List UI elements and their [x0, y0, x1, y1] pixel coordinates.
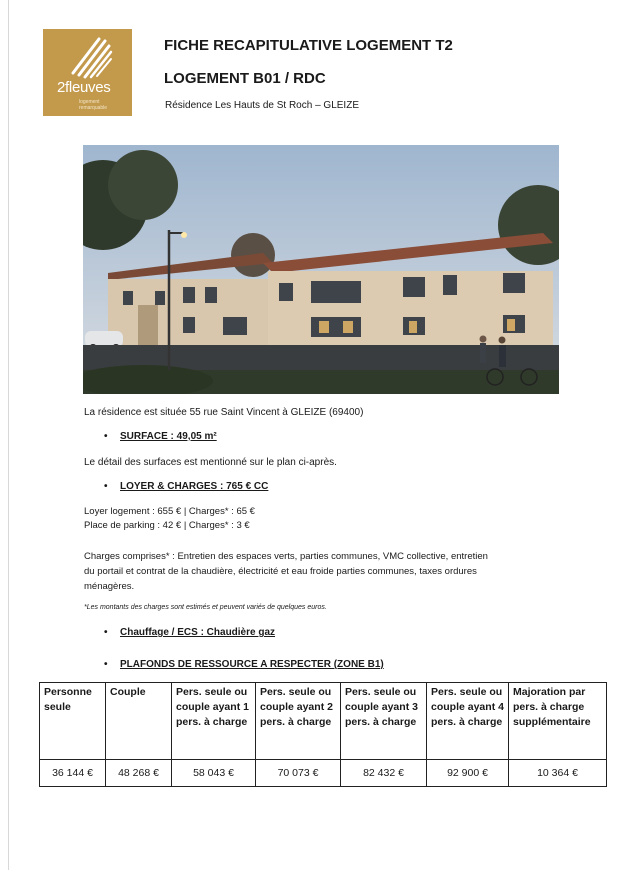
- table-cell: 36 144 €: [40, 760, 106, 787]
- charges-line-1: Charges comprises* : Entretien des espaces verts, parties communes, VMC collective, entretien: [84, 551, 488, 562]
- charges-line-3: ménagères.: [84, 581, 135, 592]
- table-cell: 10 364 €: [509, 760, 607, 787]
- surface-label: SURFACE : 49,05 m²: [120, 431, 217, 442]
- plafonds-table: [39, 682, 607, 787]
- plafonds-bullet: [104, 659, 384, 670]
- table-header-cell: Couple: [106, 683, 172, 760]
- table-cell: 70 073 €: [256, 760, 341, 787]
- surface-bullet: [104, 431, 217, 442]
- residence-photo: [83, 145, 559, 394]
- plafonds-label: PLAFONDS DE RESSOURCE A RESPECTER (ZONE B1): [120, 659, 384, 670]
- logo-name: 2fleuves: [57, 79, 111, 96]
- loyer-bullet: [104, 481, 268, 492]
- chauffage-label: Chauffage / ECS : Chaudière gaz: [120, 627, 276, 638]
- bullet-icon: •: [104, 431, 108, 442]
- address-line: La résidence est située 55 rue Saint Vincent à GLEIZE (69400): [84, 407, 364, 418]
- logo-tagline: logement remarquable: [79, 99, 108, 111]
- loyer-line-1: Loyer logement : 655 € | Charges* : 65 €: [84, 506, 255, 517]
- loyer-label: LOYER & CHARGES : 765 € CC: [120, 481, 269, 492]
- table-cell: 82 432 €: [341, 760, 427, 787]
- loyer-line-2: Place de parking : 42 € | Charges* : 3 €: [84, 520, 250, 531]
- table-cell: 48 268 €: [106, 760, 172, 787]
- table-cell: 92 900 €: [427, 760, 509, 787]
- page-subtitle: LOGEMENT B01 / RDC: [164, 70, 326, 87]
- table-header-cell: Personne seule: [40, 683, 106, 760]
- bullet-icon: •: [104, 659, 108, 670]
- bullet-icon: •: [104, 481, 108, 492]
- page-title: FICHE RECAPITULATIVE LOGEMENT T2: [164, 37, 453, 54]
- table-header-cell: Pers. seule ou couple ayant 4 pers. à charge: [427, 683, 509, 760]
- charges-note: *Les montants des charges sont estimés et peuvent variés de quelques euros.: [84, 604, 327, 611]
- chauffage-bullet: [104, 627, 275, 638]
- table-header-cell: Majoration par pers. à charge supplémentaire: [509, 683, 607, 760]
- charges-line-2: du portail et contrat de la chaudière, électricité et eau froide parties communes, taxes ordures: [84, 566, 477, 577]
- surface-detail: Le détail des surfaces est mentionné sur le plan ci-après.: [84, 457, 337, 468]
- page-left-edge: [8, 0, 9, 870]
- brand-logo: [43, 29, 132, 116]
- bullet-icon: •: [104, 627, 108, 638]
- table-header-cell: Pers. seule ou couple ayant 2 pers. à charge: [256, 683, 341, 760]
- table-header-cell: Pers. seule ou couple ayant 1 pers. à charge: [172, 683, 256, 760]
- table-row: [40, 760, 607, 787]
- table-cell: 58 043 €: [172, 760, 256, 787]
- residence-name: Résidence Les Hauts de St Roch – GLEIZE: [165, 100, 359, 111]
- table-header-row: [40, 683, 607, 760]
- table-header-cell: Pers. seule ou couple ayant 3 pers. à charge: [341, 683, 427, 760]
